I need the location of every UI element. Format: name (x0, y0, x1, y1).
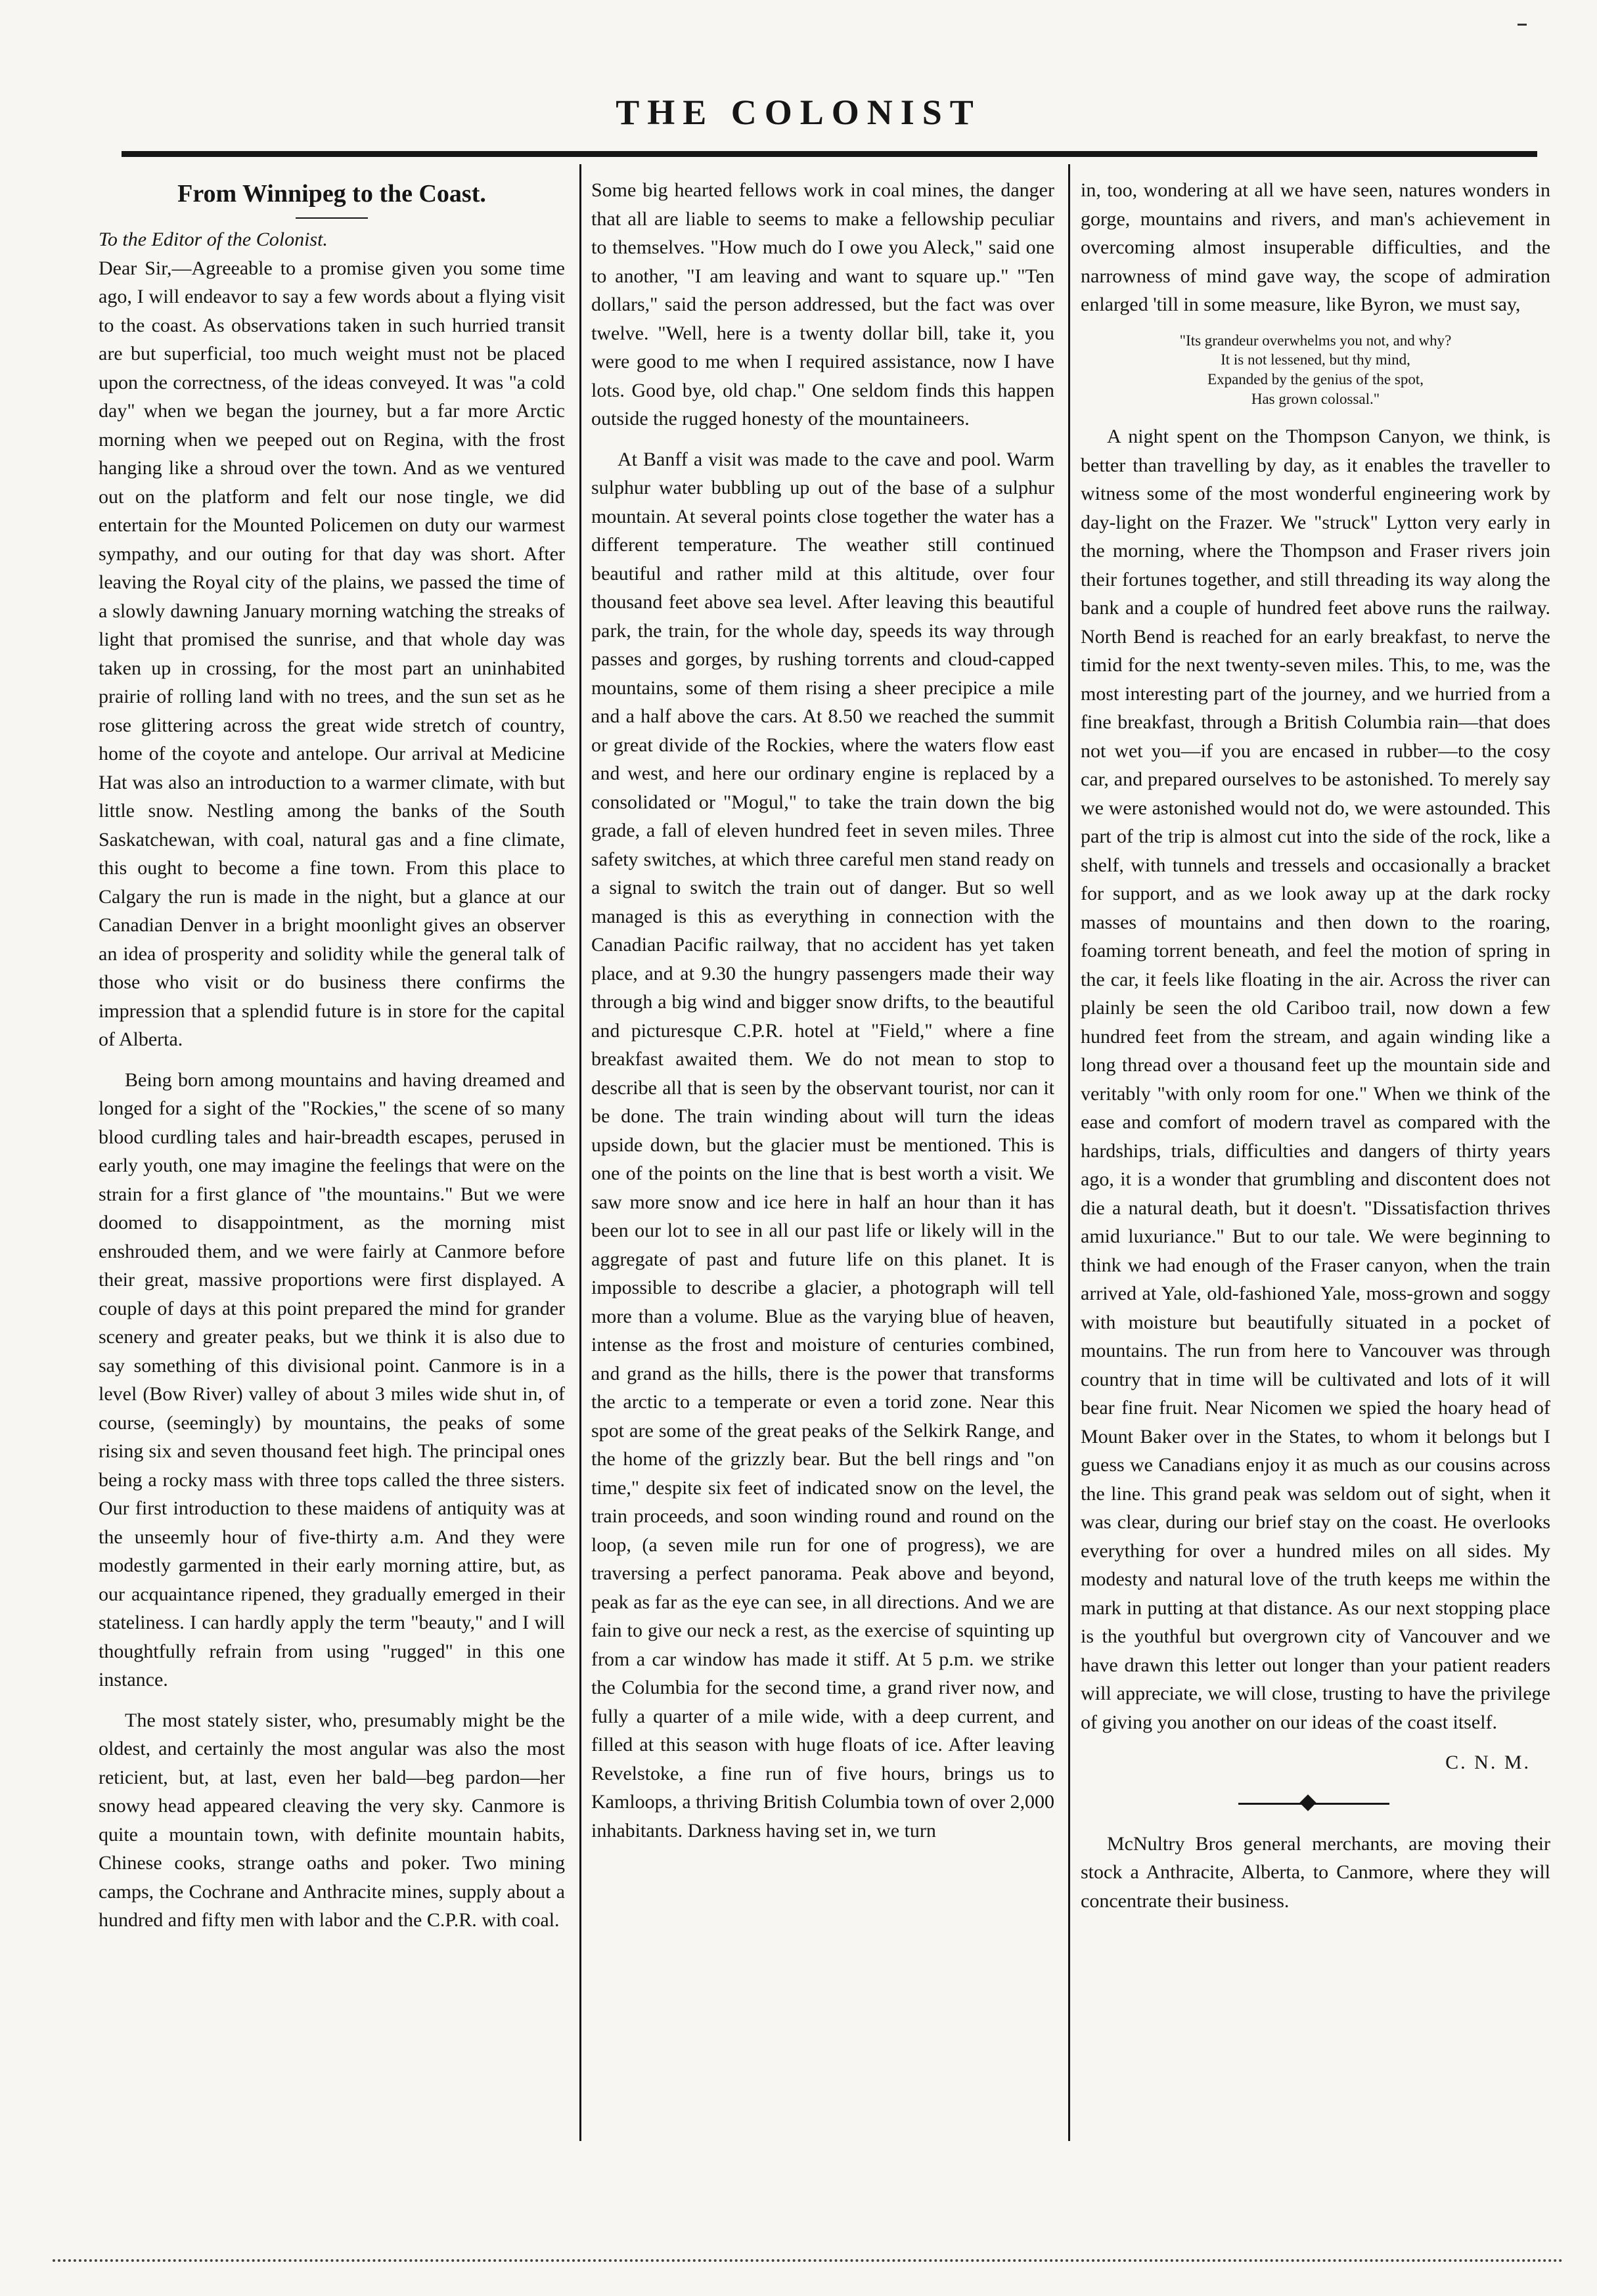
article-paragraph: A night spent on the Thompson Canyon, we think, is better than travelling by day, as it enables the traveller to witness some of the most wonderful engineering work by day-light on the Frazer. We "struck" Lytton very early in the morning, where the Thompson and Fraser rivers join their fortunes together, and still threading its way along the bank and a couple of hundred feet above runs the railway. North Bend is reached for an early breakfast, to nerve the timid for the next twenty-seven miles. This, to me, was the most interesting part of the journey, and we hurried from a fine breakfast, through a British Columbia rain—that does not wet you—if you are encased in rubber—to the cosy car, and prepared ourselves to be astonished. To merely say we were astonished would not do, we were astounded. This part of the trip is almost cut into the side of the rock, like a shelf, with tunnels and tressels and occasionally a bracket for support, and as we look away up at the dark rocky masses of mountains and then down to the roaring, foaming torrent beneath, and feel the motion of spring in the car, it feels like floating in the air. Across the river can plainly be seen the old Cariboo trail, now down a few hundred feet from the stream, and again winding like a long thread over a thousand feet up the mountain side and veritably "with only room for one." When we think of the ease and comfort of modern travel as compared with the hardships, trials, difficulties and dangers of thirty years ago, it is a wonder that grumbling and discontent does not die a natural death, but it doesn't. "Dissatisfaction thrives amid luxuriance." But to our tale. We were beginning to think we had enough of the Fraser canyon, when the train arrived at Yale, old-fashioned Yale, moss-grown and soggy with moisture but beautifully situated in a pocket of mountains. The run from here to Vancouver was through country that in time will be cultivated and lots of it will bear fine fruit. Near Nicomen we spied the hoary head of Mount Baker over in the States, to whom it belongs but I guess we Canadians enjoy it as much as our cousins across the line. This grand peak was seldom out of sight, when it was clear, during our brief stay on the coast. He overlooks everything for over a hundred miles on all sides. My modesty and natural love of the truth keeps me within the mark in putting at that distance. As our next stopping place is the youthful but overgrown city of Vancouver and we have drawn this letter out longer than your patient readers will appreciate, we will close, trusting to have the privilege of giving you another on our ideas of the coast itself. (1081, 426, 1550, 1733)
article-signature: C. N. M. (1445, 1752, 1531, 1774)
masthead: THE COLONIST (616, 93, 981, 132)
column-1 (99, 176, 565, 1947)
column-rule-right (1068, 164, 1070, 2141)
scan-mark (1518, 24, 1527, 26)
headline-rule (296, 217, 368, 219)
article-paragraph: Being born among mountains and having dreamed and longed for a sight of the "Rockies," the scene of so many blood curdling tales and hair-breadth escapes, perused in early youth, one may imagine the feelings that were on the strain for a first glance of "the mountains." But we were doomed to disappointment, as the morning mist enshrouded them, and we were fairly at Canmore before their great, massive proportions were first displayed. A couple of days at this point prepared the mind for grander scenery and greater peaks, but we think it is also due to say something of this divisional point. Canmore is in a level (Bow River) valley of about 3 miles wide shut in, of course, (seemingly) by mountains, the peaks of some rising six and seven thousand feet high. The principal ones being a rocky mass with three tops called the three sisters. Our first introduction to these maidens of antiquity was at the unseemly hour of five-thirty a.m. And they were modestly garmented in their early morning attire, but, as our acquaintance ripened, they gradually emerged in their stateliness. I can hardly apply the term "beauty," and I will thoughtfully refrain from using "rugged" in this one instance. (99, 1069, 565, 1691)
verse-line: Has grown colossal." (1251, 391, 1380, 408)
column-3 (1081, 176, 1550, 1927)
verse-line: "Its grandeur overwhelms you not, and why? (1179, 332, 1452, 349)
page-bottom-edge (53, 2259, 1563, 2268)
article-paragraph: Dear Sir,—Agreeable to a promise given you some time ago, I will endeavor to say a few words about a flying visit to the coast. As observations taken in such hurried transit are but superficial, too much weight must not be placed upon the correctness, of the ideas conveyed. It was "a cold day" when we began the journey, but a far more Arctic morning when we peeped out on Regina, with the frost hanging like a shroud over the town. And as we ventured out on the platform and felt our nose tingle, we did entertain for the Mounted Policemen on duty our warmest sympathy, and our outing for that day was short. After leaving the Royal city of the plains, we passed the time of a slowly dawning January morning watching the streaks of light that promised the sunrise, and that whole day was taken up in crossing, for the most part an uninhabited prairie of rolling land with no trees, and the sun set as he rose glittering across the great wide stretch of country, home of the coyote and antelope. Our arrival at Medicine Hat was also an introduction to a warmer climate, with but little snow. Nestling among the banks of the South Saskatchewan, with coal, natural gas and a fine climate, this ought to become a fine town. From this place to Calgary the run is made in the night, but a glance at our Canadian Denver in a bright moonlight gives an observer an idea of prosperity and solidity while the general talk of those who visit or do business there confirms the impression that a splendid future is in store for the capital of Alberta. (99, 257, 565, 1051)
article-paragraph: At Banff a visit was made to the cave and pool. Warm sulphur water bubbling up out of the base of a sulphur mountain. At several points close together the water has a different temperature. The weather still continued beautiful and rather mild at this altitude, over four thousand feet above sea level. After leaving this beautiful park, the train, for the whole day, speeds its way through passes and gorges, by rushing torrents and cloud-capped mountains, some of them rising a sheer precipice a mile and a half above the cars. At 8.50 we reached the summit or great divide of the Rockies, where the waters flow east and west, and here our ordinary engine is replaced by a consolidated or "Mogul," to take the train down the big grade, a fall of eleven hundred feet in seven miles. Three safety switches, at which three careful men stand ready on a signal to switch the train out of danger. But so well managed is this as everything in connection with the Canadian Pacific railway, that no accident has yet taken place, and at 9.30 the hungry passengers made their way through a big wind and bigger snow drifts, to the beautiful and picturesque C.P.R. hotel at "Field," where a fine breakfast awaited them. We do not mean to stop to describe all that is seen by the observant tourist, nor can it be done. The train winding about will turn the ideas upside down, but the glacier must be mentioned. This is one of the points on the line that is best worth a visit. We saw more snow and ice here in half an hour than it has been our lot to see in all our past life or likely will in the aggregate of past and future life on this planet. It is impossible to describe a glacier, a photograph will tell more than a volume. Blue as the varying blue of heaven, intense as the frost and moisture of centuries combined, and grand as the hills, there is the power that transforms the arctic to a temperate or even a torid zone. Near this spot are some of the great peaks of the Selkirk Range, and the home of the grizzly bear. But the bell rings and "on time," despite six feet of indicated snow on the level, the train proceeds, and soon winding round and round on the loop, (a seven mile run for one of progress), we are traversing a perfect panorama. Peak above and beyond, peak as far as the eye can see, in all directions. And we are fain to give our neck a rest, as the exercise of squinting up from a car window has made it stiff. At 5 p.m. we strike the Columbia for the second time, a grand river now, and fully a quarter of a mile wide, with a deep current, and filled at this season with huge floats of ice. After leaving Revelstoke, a fine run of five hours, brings us to Kamloops, a thriving British Columbia town of over 2,000 inhabitants. Darkness having set in, we turn (591, 448, 1054, 1842)
verse-line: Expanded by the genius of the spot, (1207, 371, 1424, 388)
ornament-diamond (1299, 1794, 1316, 1811)
verse-line: It is not lessened, but thy mind, (1221, 351, 1410, 368)
article-headline: From Winnipeg to the Coast. (177, 180, 486, 208)
article-salutation: To the Editor of the Colonist. (99, 229, 328, 251)
masthead-rule (122, 151, 1537, 157)
column-rule-left (579, 164, 581, 2141)
column-2 (591, 176, 1054, 1857)
article-paragraph: The most stately sister, who, presumably might be the oldest, and certainly the most angular was also the most reticient, but, at last, even her bald—beg pardon—her snowy head appeared cleaving the very sky. Canmore is quite a mountain town, with definite mountain habits, Chinese cooks, strange oaths and poker. Two mining camps, the Cochrane and Anthracite mines, supply about a hundred and fifty men with labor and the C.P.R. with coal. (99, 1709, 565, 1932)
article-paragraph: Some big hearted fellows work in coal mines, the danger that all are liable to seems to make a fellowship peculiar to themselves. "How much do I owe you Aleck," said one to another, "I am leaving and want to square up." "Ten dollars," said the person addressed, but the fact was over twelve. "Well, here is a twenty dollar bill, take it, you were good to me when I required assistance, now I have lots. Good bye, old chap." One seldom finds this happen outside the rugged honesty of the mountaineers. (591, 179, 1054, 430)
quoted-verse (1081, 331, 1550, 410)
merchant-notice: McNultry Bros general merchants, are moving their stock a Anthracite, Alberta, to Canmore, where they will concentrate their business. (1081, 1832, 1550, 1912)
section-ornament (1081, 1797, 1550, 1810)
article-paragraph: in, too, wondering at all we have seen, natures wonders in gorge, mountains and rivers, and man's achievement in overcoming almost insuperable difficulties, and the narrowness of mind gave way, the scope of admiration enlarged 'till in some measure, like Byron, we must say, (1081, 179, 1550, 315)
